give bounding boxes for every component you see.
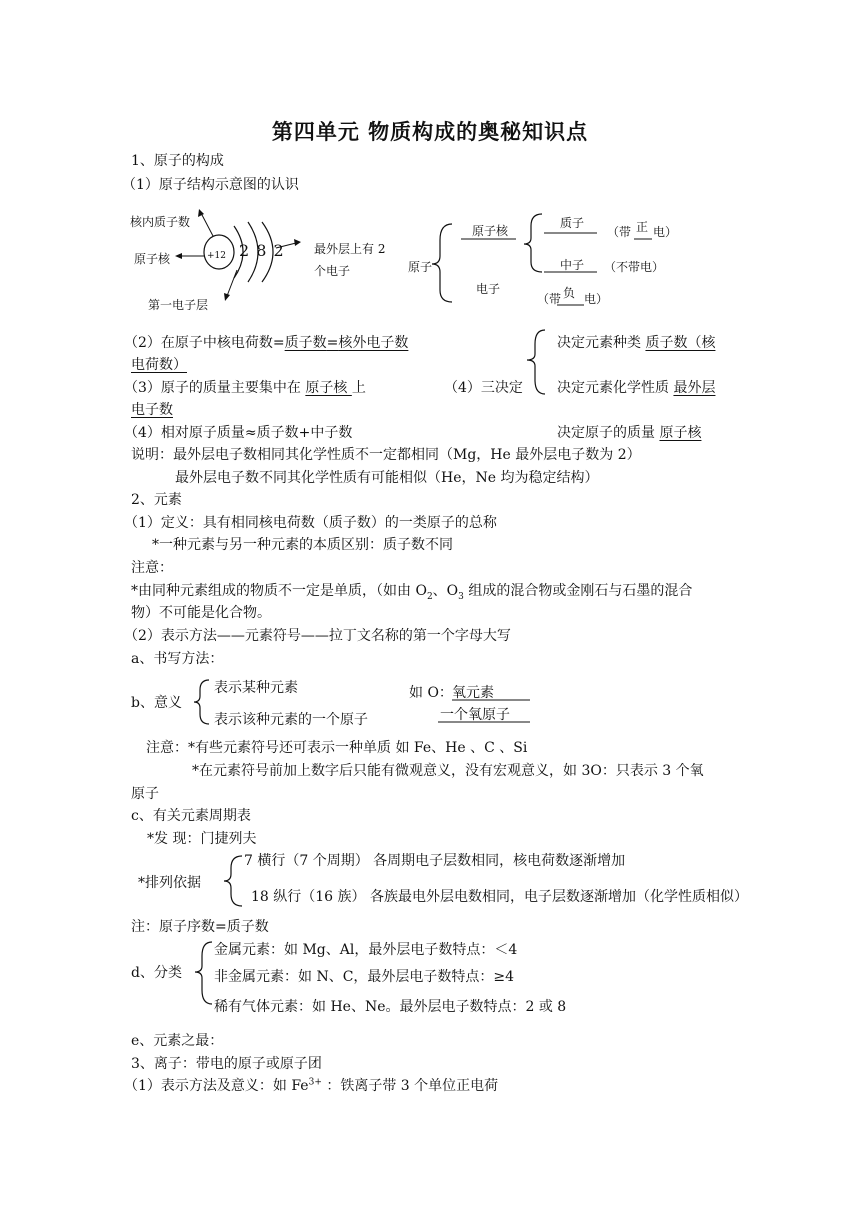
groups-row: 18 纵行（16 族） 各族最电外层电数相同，电子层数逐渐增加（化学性质相似） — [251, 889, 748, 905]
example-element: 氧元素 — [452, 685, 494, 701]
ion-representation: （1）表示方法及意义：如 $Fe^{3+}$ ：铁离子带 3 个单位正电荷 — [124, 1077, 499, 1094]
three-determinations: （4）三决定 — [444, 380, 523, 396]
nuclear-charge-cont: 电荷数） — [131, 357, 187, 373]
atom-diagram-intro: （1）原子结构示意图的认识 — [122, 177, 299, 193]
noble-gas-elements: 稀有气体元素：如 He、Ne。最外层电子数特点：2 或 8 — [214, 999, 567, 1015]
charge-neg-mark: 负 — [563, 286, 576, 300]
writing-method: a、书写方法： — [131, 651, 224, 667]
outer-note-1: 最外层上有 2 — [314, 242, 386, 256]
meaning-2: 表示该种元素的一个原子 — [214, 712, 368, 728]
determine-chem-property-cont: 电子数 — [131, 402, 173, 418]
element-essential-difference: *一种元素与另一种元素的本质区别：质子数不同 — [152, 537, 453, 553]
layer-arrow-head — [224, 293, 230, 301]
outer-arrow-head — [294, 239, 301, 246]
class-brace — [195, 942, 212, 1004]
symbol-note-3: 原子 — [131, 786, 159, 802]
attention-label: 注意： — [131, 560, 173, 576]
tree-neutral: （不带电） — [604, 260, 665, 274]
tree-electron: 电子 — [476, 282, 501, 296]
determine-brace — [527, 330, 545, 394]
meaning-label: b、意义 — [131, 695, 182, 711]
tree-neutron: 中子 — [560, 258, 585, 272]
nucleus-brace — [524, 214, 542, 272]
determine-atom-mass: 决定原子的质量 原子核 — [557, 425, 702, 441]
charge-neg-post: 电） — [584, 292, 609, 306]
nucleus-protons-label: 核内质子数 — [130, 215, 191, 229]
atom-brace — [432, 224, 452, 302]
explanation-2: 最外层电子数不同其化学性质有可能相似（He，Ne 均为稳定结构） — [175, 470, 599, 486]
nucleus-charge: +12 — [207, 251, 226, 261]
mass-concentration-line: （3）原子的质量主要集中在 原子核 上 — [124, 380, 366, 396]
tree-atom: 原子 — [408, 260, 433, 274]
section-3-heading: 3、离子：带电的原子或原子团 — [131, 1056, 322, 1072]
outer-note-2: 个电子 — [314, 264, 351, 278]
section-2-heading: 2、元素 — [131, 492, 182, 508]
tree-proton: 质子 — [560, 216, 585, 230]
example-prefix: 如 O： — [409, 685, 453, 701]
meaning-1: 表示某种元素 — [214, 680, 298, 696]
relative-atomic-mass: （4）相对原子质量≈质子数+中子数 — [124, 425, 353, 441]
section-1-heading: 1、原子的构成 — [131, 153, 224, 169]
charge-pos-pre: （带 — [607, 225, 632, 239]
element-definition: （1）定义：具有相同核电荷数（质子数）的一类原子的总称 — [124, 515, 497, 531]
page-title: 第四单元 物质构成的奥秘知识点 — [271, 119, 589, 144]
meaning-brace — [194, 680, 209, 724]
electron-numbers: 2 8 2 — [239, 241, 285, 260]
nucleus-label: 原子核 — [134, 252, 171, 266]
star-note-line-1: *由同种元素组成的物质不一定是单质，（如由 $O_2$、$O_3$ 组成的混合物或金刚石与石墨的混合 — [131, 583, 693, 602]
nonmetal-elements: 非金属元素：如 N、C，最外层电子数特点：≥4 — [214, 969, 515, 985]
charge-pos-post: 电） — [653, 225, 678, 239]
arrange-brace — [224, 856, 242, 906]
representation-method: （2）表示方法——元素符号——拉丁文名称的第一个字母大写 — [124, 628, 511, 644]
charge-neg-pre: （带 — [537, 292, 562, 306]
symbol-note-2: *在元素符号前加上数字后只能有微观意义，没有宏观意义，如 3O：只表示 3 个氧 — [192, 763, 704, 779]
nuclear-charge-line: （2）在原子中核电荷数=质子数=核外电子数 — [124, 335, 409, 351]
determine-element-type: 决定元素种类 质子数（核 — [557, 335, 716, 351]
symbol-note-1: 注意：*有些元素符号还可表示一种单质 如 Fe、He 、C 、Si — [146, 740, 528, 756]
periods-row: 7 横行（7 个周期） 各周期电子层数相同，核电荷数逐渐增加 — [244, 853, 626, 869]
atomic-number-note: 注：原子序数=质子数 — [131, 919, 269, 935]
metal-elements: 金属元素：如 Mg、Al，最外层电子数特点：＜4 — [214, 942, 518, 958]
first-layer-label: 第一电子层 — [148, 298, 209, 312]
periodic-table-heading: c、有关元素周期表 — [131, 808, 251, 824]
arrangement-basis: *排列依据 — [138, 875, 201, 891]
determine-chem-property: 决定元素化学性质 最外层 — [557, 380, 716, 396]
charge-pos-mark: 正 — [636, 220, 649, 234]
element-superlatives: e、元素之最： — [131, 1033, 224, 1049]
nucleus-arrow-head — [175, 253, 182, 259]
star-note-line-2: 物）不可能是化合物。 — [131, 605, 271, 621]
proton-arrow-head — [198, 209, 204, 217]
explanation-1: 说明：最外层电子数相同其化学性质不一定都相同（Mg，He 最外层电子数为 2） — [131, 447, 641, 463]
example-atom: 一个氧原子 — [440, 707, 510, 723]
tree-nucleus: 原子核 — [472, 224, 509, 238]
classification-label: d、分类 — [131, 965, 182, 981]
discoverer: *发 现：门捷列夫 — [147, 831, 257, 847]
